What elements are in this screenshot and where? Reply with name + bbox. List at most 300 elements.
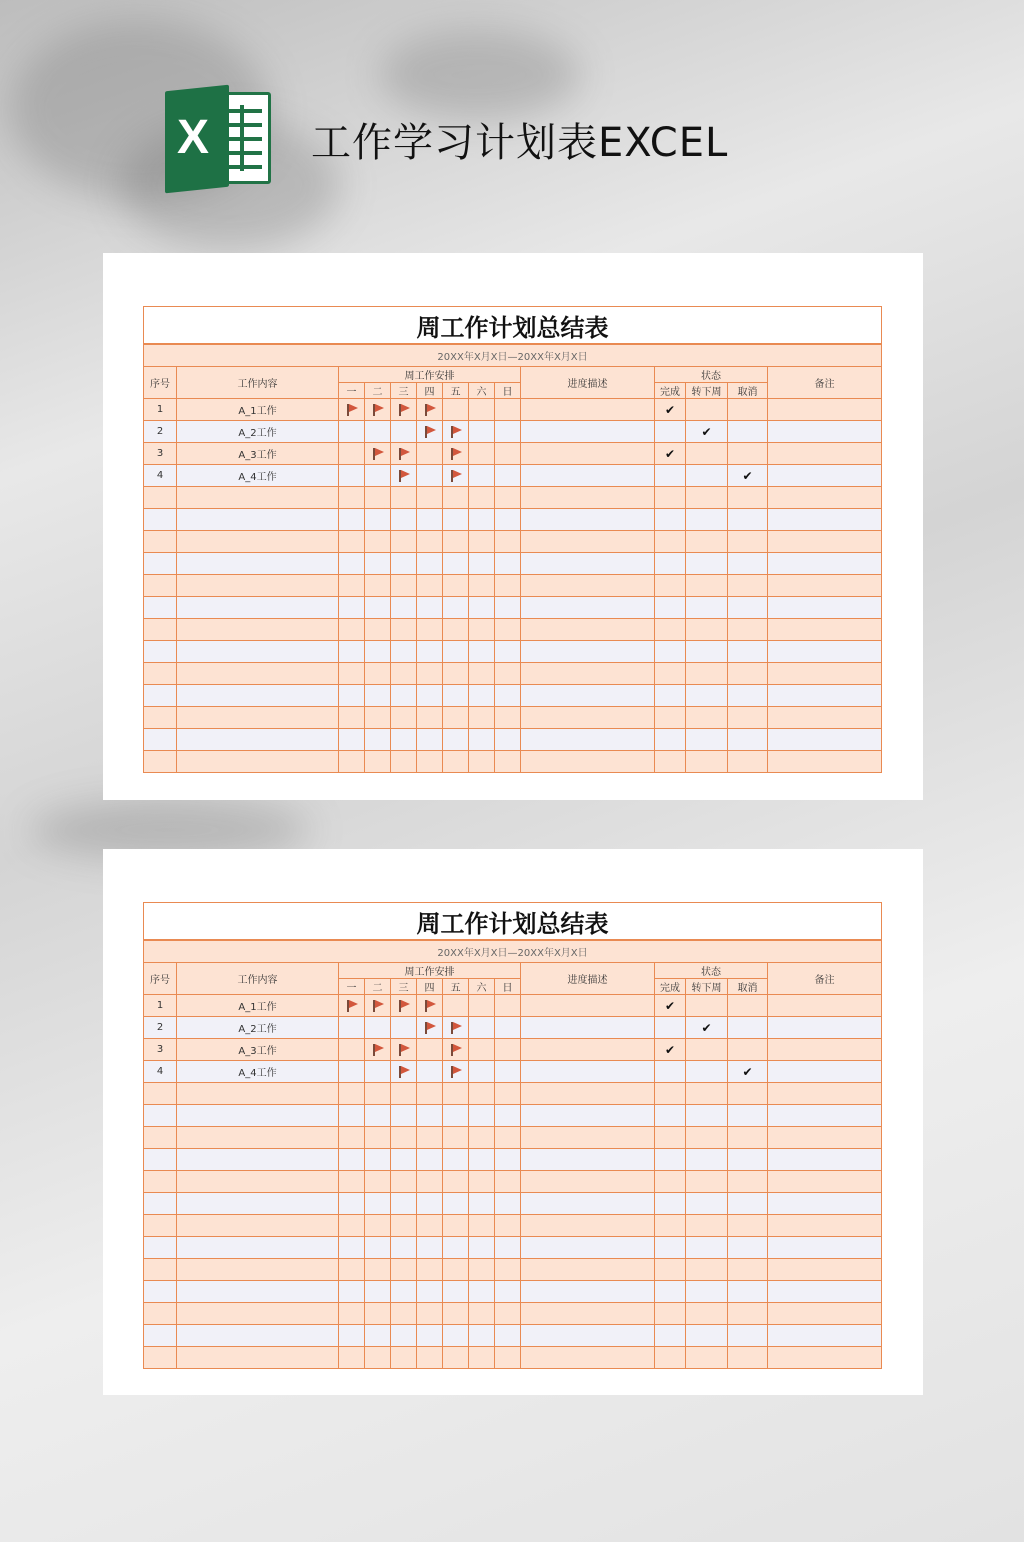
cell-progress[interactable] [521, 465, 655, 487]
cell-day[interactable] [469, 1039, 495, 1061]
cell-day[interactable] [443, 575, 469, 597]
cell-status[interactable] [655, 1105, 686, 1127]
cell-day[interactable] [391, 1061, 417, 1083]
cell-status[interactable] [655, 619, 686, 641]
cell-day[interactable] [443, 1105, 469, 1127]
cell-content[interactable] [177, 487, 339, 509]
cell-status[interactable] [686, 1171, 728, 1193]
cell-status[interactable] [655, 443, 686, 465]
cell-remark[interactable] [768, 531, 882, 553]
cell-remark[interactable] [768, 1215, 882, 1237]
cell-day[interactable] [469, 421, 495, 443]
cell-remark[interactable] [768, 729, 882, 751]
cell-remark[interactable] [768, 751, 882, 773]
cell-day[interactable] [339, 465, 365, 487]
cell-day[interactable] [339, 1017, 365, 1039]
cell-day[interactable] [365, 619, 391, 641]
cell-day[interactable] [365, 707, 391, 729]
cell-status[interactable] [655, 751, 686, 773]
cell-day[interactable] [339, 509, 365, 531]
cell-day[interactable] [469, 685, 495, 707]
cell-progress[interactable] [521, 531, 655, 553]
cell-day[interactable] [391, 1039, 417, 1061]
cell-day[interactable] [391, 1017, 417, 1039]
cell-status[interactable] [728, 1237, 768, 1259]
cell-index[interactable] [144, 1171, 177, 1193]
cell-day[interactable] [391, 421, 417, 443]
cell-day[interactable] [443, 531, 469, 553]
cell-content[interactable]: A_3工作 [177, 443, 339, 465]
cell-index[interactable] [144, 1105, 177, 1127]
cell-index[interactable] [144, 707, 177, 729]
cell-content[interactable] [177, 1325, 339, 1347]
cell-day[interactable] [469, 509, 495, 531]
cell-day[interactable] [469, 1193, 495, 1215]
cell-progress[interactable] [521, 575, 655, 597]
cell-progress[interactable] [521, 1281, 655, 1303]
cell-day[interactable] [495, 465, 521, 487]
cell-day[interactable] [417, 1171, 443, 1193]
cell-content[interactable] [177, 707, 339, 729]
cell-progress[interactable] [521, 509, 655, 531]
cell-day[interactable] [339, 1149, 365, 1171]
cell-index[interactable] [144, 1303, 177, 1325]
cell-progress[interactable] [521, 597, 655, 619]
cell-day[interactable] [417, 553, 443, 575]
cell-status[interactable] [728, 1215, 768, 1237]
cell-day[interactable] [417, 685, 443, 707]
cell-day[interactable] [469, 1259, 495, 1281]
cell-remark[interactable] [768, 465, 882, 487]
cell-day[interactable] [495, 531, 521, 553]
cell-index[interactable] [144, 1325, 177, 1347]
cell-progress[interactable] [521, 399, 655, 421]
cell-day[interactable] [365, 443, 391, 465]
cell-status[interactable] [655, 685, 686, 707]
cell-index[interactable] [144, 597, 177, 619]
cell-status[interactable] [728, 597, 768, 619]
cell-progress[interactable] [521, 1083, 655, 1105]
cell-day[interactable] [391, 509, 417, 531]
cell-day[interactable] [495, 1193, 521, 1215]
cell-day[interactable] [365, 1347, 391, 1369]
cell-status[interactable] [728, 1281, 768, 1303]
cell-status[interactable] [686, 751, 728, 773]
cell-day[interactable] [469, 399, 495, 421]
cell-index[interactable]: 4 [144, 465, 177, 487]
cell-remark[interactable] [768, 1281, 882, 1303]
cell-status[interactable] [686, 729, 728, 751]
cell-status[interactable] [655, 707, 686, 729]
cell-day[interactable] [391, 1325, 417, 1347]
cell-content[interactable] [177, 531, 339, 553]
cell-status[interactable] [655, 641, 686, 663]
cell-day[interactable] [391, 641, 417, 663]
cell-index[interactable] [144, 1193, 177, 1215]
cell-status[interactable] [728, 995, 768, 1017]
cell-content[interactable] [177, 1259, 339, 1281]
cell-content[interactable] [177, 729, 339, 751]
cell-day[interactable] [443, 707, 469, 729]
cell-day[interactable] [391, 619, 417, 641]
cell-day[interactable] [469, 487, 495, 509]
cell-day[interactable] [365, 1127, 391, 1149]
cell-day[interactable] [339, 751, 365, 773]
cell-day[interactable] [339, 995, 365, 1017]
cell-progress[interactable] [521, 1105, 655, 1127]
cell-content[interactable]: A_2工作 [177, 1017, 339, 1039]
cell-remark[interactable] [768, 1039, 882, 1061]
cell-status[interactable] [686, 509, 728, 531]
cell-day[interactable] [417, 1017, 443, 1039]
cell-day[interactable] [391, 1281, 417, 1303]
cell-status[interactable] [728, 399, 768, 421]
cell-progress[interactable] [521, 443, 655, 465]
cell-remark[interactable] [768, 443, 882, 465]
cell-status[interactable] [655, 575, 686, 597]
cell-progress[interactable] [521, 1347, 655, 1369]
cell-index[interactable] [144, 553, 177, 575]
cell-progress[interactable] [521, 1259, 655, 1281]
cell-status[interactable] [686, 1193, 728, 1215]
cell-day[interactable] [391, 995, 417, 1017]
cell-day[interactable] [469, 995, 495, 1017]
cell-day[interactable] [443, 995, 469, 1017]
cell-remark[interactable] [768, 685, 882, 707]
cell-day[interactable] [443, 619, 469, 641]
cell-status[interactable] [728, 531, 768, 553]
cell-status[interactable] [728, 1325, 768, 1347]
cell-day[interactable] [391, 487, 417, 509]
cell-status[interactable] [655, 995, 686, 1017]
cell-content[interactable] [177, 685, 339, 707]
cell-status[interactable] [728, 663, 768, 685]
cell-status[interactable] [686, 707, 728, 729]
cell-day[interactable] [365, 1149, 391, 1171]
cell-status[interactable] [655, 421, 686, 443]
cell-status[interactable] [655, 399, 686, 421]
cell-progress[interactable] [521, 729, 655, 751]
cell-remark[interactable] [768, 641, 882, 663]
cell-day[interactable] [417, 399, 443, 421]
cell-content[interactable] [177, 641, 339, 663]
cell-status[interactable] [655, 1347, 686, 1369]
cell-progress[interactable] [521, 619, 655, 641]
cell-status[interactable] [728, 575, 768, 597]
cell-day[interactable] [339, 641, 365, 663]
cell-index[interactable] [144, 1281, 177, 1303]
cell-day[interactable] [391, 465, 417, 487]
cell-day[interactable] [417, 1281, 443, 1303]
cell-status[interactable] [686, 1215, 728, 1237]
cell-day[interactable] [391, 729, 417, 751]
cell-day[interactable] [391, 707, 417, 729]
cell-day[interactable] [495, 443, 521, 465]
cell-day[interactable] [417, 641, 443, 663]
cell-status[interactable] [728, 465, 768, 487]
cell-content[interactable] [177, 619, 339, 641]
cell-day[interactable] [495, 707, 521, 729]
cell-day[interactable] [495, 1149, 521, 1171]
cell-day[interactable] [495, 685, 521, 707]
cell-day[interactable] [469, 1237, 495, 1259]
cell-remark[interactable] [768, 1083, 882, 1105]
cell-status[interactable] [655, 1215, 686, 1237]
cell-status[interactable] [686, 487, 728, 509]
cell-day[interactable] [417, 443, 443, 465]
cell-remark[interactable] [768, 663, 882, 685]
cell-day[interactable] [339, 1259, 365, 1281]
cell-day[interactable] [365, 509, 391, 531]
cell-index[interactable] [144, 575, 177, 597]
cell-day[interactable] [365, 465, 391, 487]
cell-status[interactable] [728, 553, 768, 575]
cell-progress[interactable] [521, 1215, 655, 1237]
cell-day[interactable] [365, 685, 391, 707]
cell-index[interactable] [144, 1083, 177, 1105]
cell-day[interactable] [443, 1083, 469, 1105]
cell-content[interactable] [177, 1237, 339, 1259]
cell-day[interactable] [339, 707, 365, 729]
cell-day[interactable] [391, 1105, 417, 1127]
cell-day[interactable] [495, 663, 521, 685]
cell-content[interactable] [177, 1281, 339, 1303]
cell-status[interactable] [686, 1083, 728, 1105]
cell-day[interactable] [391, 751, 417, 773]
cell-remark[interactable] [768, 707, 882, 729]
cell-day[interactable] [339, 1281, 365, 1303]
cell-day[interactable] [339, 1215, 365, 1237]
cell-day[interactable] [339, 663, 365, 685]
cell-day[interactable] [443, 1347, 469, 1369]
cell-day[interactable] [365, 487, 391, 509]
cell-remark[interactable] [768, 1127, 882, 1149]
cell-day[interactable] [417, 663, 443, 685]
cell-index[interactable] [144, 1259, 177, 1281]
cell-day[interactable] [339, 1325, 365, 1347]
cell-status[interactable] [728, 1127, 768, 1149]
cell-day[interactable] [417, 1303, 443, 1325]
cell-status[interactable] [686, 619, 728, 641]
cell-day[interactable] [469, 1061, 495, 1083]
cell-day[interactable] [495, 1259, 521, 1281]
cell-status[interactable] [728, 509, 768, 531]
cell-day[interactable] [495, 575, 521, 597]
cell-day[interactable] [339, 729, 365, 751]
cell-day[interactable] [417, 487, 443, 509]
cell-day[interactable] [469, 531, 495, 553]
cell-day[interactable] [443, 509, 469, 531]
cell-index[interactable] [144, 1237, 177, 1259]
cell-index[interactable]: 4 [144, 1061, 177, 1083]
cell-day[interactable] [365, 1083, 391, 1105]
cell-day[interactable] [365, 729, 391, 751]
cell-day[interactable] [469, 1325, 495, 1347]
cell-progress[interactable] [521, 1149, 655, 1171]
cell-day[interactable] [365, 663, 391, 685]
cell-day[interactable] [417, 707, 443, 729]
cell-day[interactable] [443, 465, 469, 487]
cell-day[interactable] [391, 1303, 417, 1325]
cell-day[interactable] [469, 1303, 495, 1325]
cell-day[interactable] [417, 1193, 443, 1215]
cell-remark[interactable] [768, 421, 882, 443]
cell-progress[interactable] [521, 1325, 655, 1347]
cell-remark[interactable] [768, 995, 882, 1017]
cell-index[interactable] [144, 531, 177, 553]
cell-status[interactable] [728, 1259, 768, 1281]
cell-content[interactable]: A_2工作 [177, 421, 339, 443]
cell-day[interactable] [365, 1259, 391, 1281]
cell-day[interactable] [391, 1083, 417, 1105]
cell-remark[interactable] [768, 1105, 882, 1127]
cell-status[interactable] [655, 1061, 686, 1083]
cell-day[interactable] [417, 465, 443, 487]
cell-index[interactable] [144, 1127, 177, 1149]
cell-day[interactable] [443, 663, 469, 685]
cell-progress[interactable] [521, 1171, 655, 1193]
cell-day[interactable] [339, 575, 365, 597]
cell-index[interactable] [144, 1347, 177, 1369]
cell-index[interactable]: 1 [144, 995, 177, 1017]
cell-day[interactable] [495, 1127, 521, 1149]
cell-status[interactable] [686, 1325, 728, 1347]
cell-day[interactable] [469, 1017, 495, 1039]
cell-status[interactable] [686, 1237, 728, 1259]
cell-status[interactable] [686, 1039, 728, 1061]
cell-content[interactable]: A_4工作 [177, 1061, 339, 1083]
cell-status[interactable] [655, 597, 686, 619]
cell-day[interactable] [495, 995, 521, 1017]
cell-day[interactable] [391, 575, 417, 597]
cell-status[interactable] [686, 995, 728, 1017]
cell-remark[interactable] [768, 1017, 882, 1039]
cell-day[interactable] [495, 1039, 521, 1061]
cell-status[interactable] [655, 1149, 686, 1171]
cell-day[interactable] [391, 1171, 417, 1193]
cell-day[interactable] [391, 685, 417, 707]
cell-status[interactable] [686, 575, 728, 597]
cell-index[interactable] [144, 751, 177, 773]
cell-day[interactable] [417, 1237, 443, 1259]
cell-day[interactable] [495, 1325, 521, 1347]
cell-day[interactable] [469, 1347, 495, 1369]
cell-status[interactable] [686, 1281, 728, 1303]
cell-status[interactable] [686, 1061, 728, 1083]
cell-status[interactable] [686, 663, 728, 685]
cell-day[interactable] [365, 1193, 391, 1215]
cell-status[interactable] [728, 421, 768, 443]
cell-remark[interactable] [768, 509, 882, 531]
cell-content[interactable]: A_4工作 [177, 465, 339, 487]
cell-status[interactable] [728, 619, 768, 641]
cell-day[interactable] [391, 399, 417, 421]
cell-day[interactable] [365, 751, 391, 773]
cell-day[interactable] [469, 575, 495, 597]
cell-status[interactable] [728, 1105, 768, 1127]
cell-day[interactable] [391, 1193, 417, 1215]
cell-day[interactable] [417, 995, 443, 1017]
cell-remark[interactable] [768, 1325, 882, 1347]
cell-index[interactable] [144, 1215, 177, 1237]
cell-day[interactable] [339, 1039, 365, 1061]
cell-day[interactable] [365, 1281, 391, 1303]
cell-day[interactable] [417, 751, 443, 773]
cell-day[interactable] [365, 641, 391, 663]
cell-day[interactable] [469, 641, 495, 663]
cell-day[interactable] [469, 1215, 495, 1237]
cell-day[interactable] [495, 1215, 521, 1237]
cell-day[interactable] [339, 1083, 365, 1105]
cell-day[interactable] [443, 1039, 469, 1061]
cell-content[interactable] [177, 1303, 339, 1325]
cell-day[interactable] [365, 995, 391, 1017]
cell-day[interactable] [495, 1237, 521, 1259]
cell-day[interactable] [391, 1149, 417, 1171]
cell-status[interactable] [728, 443, 768, 465]
cell-remark[interactable] [768, 575, 882, 597]
cell-status[interactable] [728, 641, 768, 663]
cell-day[interactable] [469, 729, 495, 751]
cell-day[interactable] [443, 1215, 469, 1237]
cell-day[interactable] [391, 597, 417, 619]
cell-day[interactable] [495, 729, 521, 751]
cell-progress[interactable] [521, 641, 655, 663]
cell-day[interactable] [417, 1347, 443, 1369]
cell-day[interactable] [365, 1215, 391, 1237]
cell-day[interactable] [495, 597, 521, 619]
cell-day[interactable] [339, 685, 365, 707]
cell-content[interactable] [177, 597, 339, 619]
cell-day[interactable] [365, 553, 391, 575]
cell-content[interactable]: A_1工作 [177, 995, 339, 1017]
cell-day[interactable] [443, 1303, 469, 1325]
cell-status[interactable] [728, 1017, 768, 1039]
cell-day[interactable] [417, 1259, 443, 1281]
cell-day[interactable] [365, 1039, 391, 1061]
cell-progress[interactable] [521, 1127, 655, 1149]
cell-content[interactable] [177, 1215, 339, 1237]
cell-day[interactable] [443, 1193, 469, 1215]
cell-status[interactable] [728, 1061, 768, 1083]
cell-day[interactable] [443, 487, 469, 509]
cell-day[interactable] [443, 641, 469, 663]
cell-day[interactable] [495, 1171, 521, 1193]
cell-status[interactable] [655, 531, 686, 553]
cell-day[interactable] [391, 1215, 417, 1237]
cell-status[interactable] [655, 1017, 686, 1039]
cell-remark[interactable] [768, 1149, 882, 1171]
cell-day[interactable] [391, 1259, 417, 1281]
cell-day[interactable] [443, 1127, 469, 1149]
cell-day[interactable] [365, 421, 391, 443]
cell-status[interactable] [728, 1083, 768, 1105]
cell-status[interactable] [686, 553, 728, 575]
cell-day[interactable] [365, 399, 391, 421]
cell-status[interactable] [655, 729, 686, 751]
cell-day[interactable] [417, 1105, 443, 1127]
cell-day[interactable] [339, 553, 365, 575]
cell-remark[interactable] [768, 619, 882, 641]
cell-status[interactable] [686, 1347, 728, 1369]
cell-day[interactable] [443, 1017, 469, 1039]
cell-status[interactable] [655, 1237, 686, 1259]
cell-progress[interactable] [521, 663, 655, 685]
cell-day[interactable] [417, 1061, 443, 1083]
cell-content[interactable] [177, 1127, 339, 1149]
cell-index[interactable] [144, 729, 177, 751]
cell-status[interactable] [655, 663, 686, 685]
